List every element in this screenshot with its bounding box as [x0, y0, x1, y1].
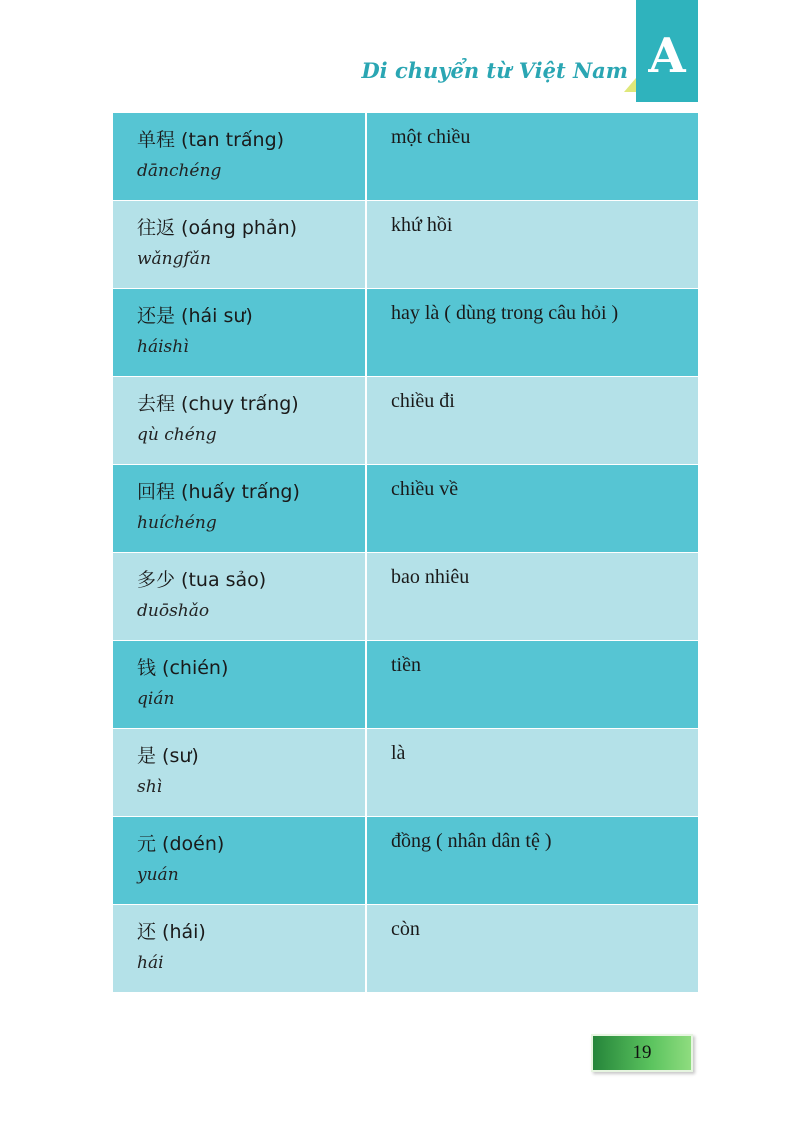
pinyin: qù chéng — [137, 425, 217, 445]
meaning-cell — [366, 553, 698, 641]
chinese-term: 回程 (huấy trấng) — [137, 481, 300, 503]
vietnamese-meaning: hay là ( dùng trong câu hỏi ) — [391, 302, 619, 324]
chinese-term: 元 (doén) — [137, 833, 225, 855]
term-cell — [113, 289, 366, 377]
chinese-term: 还是 (hái sư) — [137, 305, 253, 327]
pinyin: yuán — [137, 865, 179, 885]
vietnamese-meaning: tiền — [391, 654, 421, 676]
table-row — [113, 289, 698, 377]
chinese-term: 多少 (tua sảo) — [137, 569, 267, 591]
table-row — [113, 113, 698, 201]
meaning-cell — [366, 289, 698, 377]
vietnamese-meaning: đồng ( nhân dân tệ ) — [391, 830, 552, 852]
table-row — [113, 729, 698, 817]
term-cell — [113, 377, 366, 465]
meaning-cell — [366, 729, 698, 817]
chinese-term: 还 (hái) — [137, 921, 206, 943]
pinyin: qián — [137, 689, 175, 709]
vocabulary-table — [113, 113, 698, 993]
vietnamese-meaning: chiều về — [391, 478, 459, 500]
table-row — [113, 641, 698, 729]
term-cell — [113, 113, 366, 201]
vietnamese-meaning: một chiều — [391, 126, 471, 148]
chinese-term: 钱 (chién) — [137, 657, 229, 679]
meaning-cell — [366, 817, 698, 905]
meaning-cell — [366, 377, 698, 465]
vietnamese-meaning: bao nhiêu — [391, 566, 470, 588]
page-number: 19 — [632, 1042, 652, 1063]
vietnamese-meaning: chiều đi — [391, 390, 455, 412]
chinese-term: 是 (sư) — [137, 745, 199, 767]
meaning-cell — [366, 905, 698, 993]
table-row — [113, 201, 698, 289]
term-cell — [113, 905, 366, 993]
section-letter: A — [648, 28, 686, 84]
vietnamese-meaning: là — [391, 742, 406, 764]
table-row — [113, 905, 698, 993]
section-tab-fold — [624, 78, 636, 92]
pinyin: hái — [137, 953, 164, 973]
vietnamese-meaning: khứ hồi — [391, 214, 453, 236]
chinese-term: 单程 (tan trấng) — [137, 129, 285, 151]
page-number-badge — [591, 1034, 693, 1072]
meaning-cell — [366, 113, 698, 201]
table-row — [113, 553, 698, 641]
table-row — [113, 465, 698, 553]
meaning-cell — [366, 465, 698, 553]
chinese-term: 往返 (oáng phản) — [137, 217, 298, 239]
term-cell — [113, 729, 366, 817]
vocabulary-table-body — [113, 113, 698, 993]
term-cell — [113, 553, 366, 641]
meaning-cell — [366, 641, 698, 729]
pinyin: wǎngfǎn — [137, 249, 211, 269]
table-row — [113, 817, 698, 905]
term-cell — [113, 641, 366, 729]
pinyin: háishì — [137, 337, 189, 357]
pinyin: huíchéng — [137, 513, 217, 533]
meaning-cell — [366, 201, 698, 289]
term-cell — [113, 817, 366, 905]
section-tab — [636, 0, 698, 102]
pinyin: shì — [137, 777, 163, 797]
chinese-term: 去程 (chuy trấng) — [137, 393, 299, 415]
term-cell — [113, 201, 366, 289]
table-row — [113, 377, 698, 465]
pinyin: dānchéng — [137, 161, 222, 181]
page-header-title: Di chuyển từ Việt Nam — [361, 58, 628, 83]
vietnamese-meaning: còn — [391, 918, 420, 940]
term-cell — [113, 465, 366, 553]
pinyin: duōshǎo — [137, 601, 210, 621]
